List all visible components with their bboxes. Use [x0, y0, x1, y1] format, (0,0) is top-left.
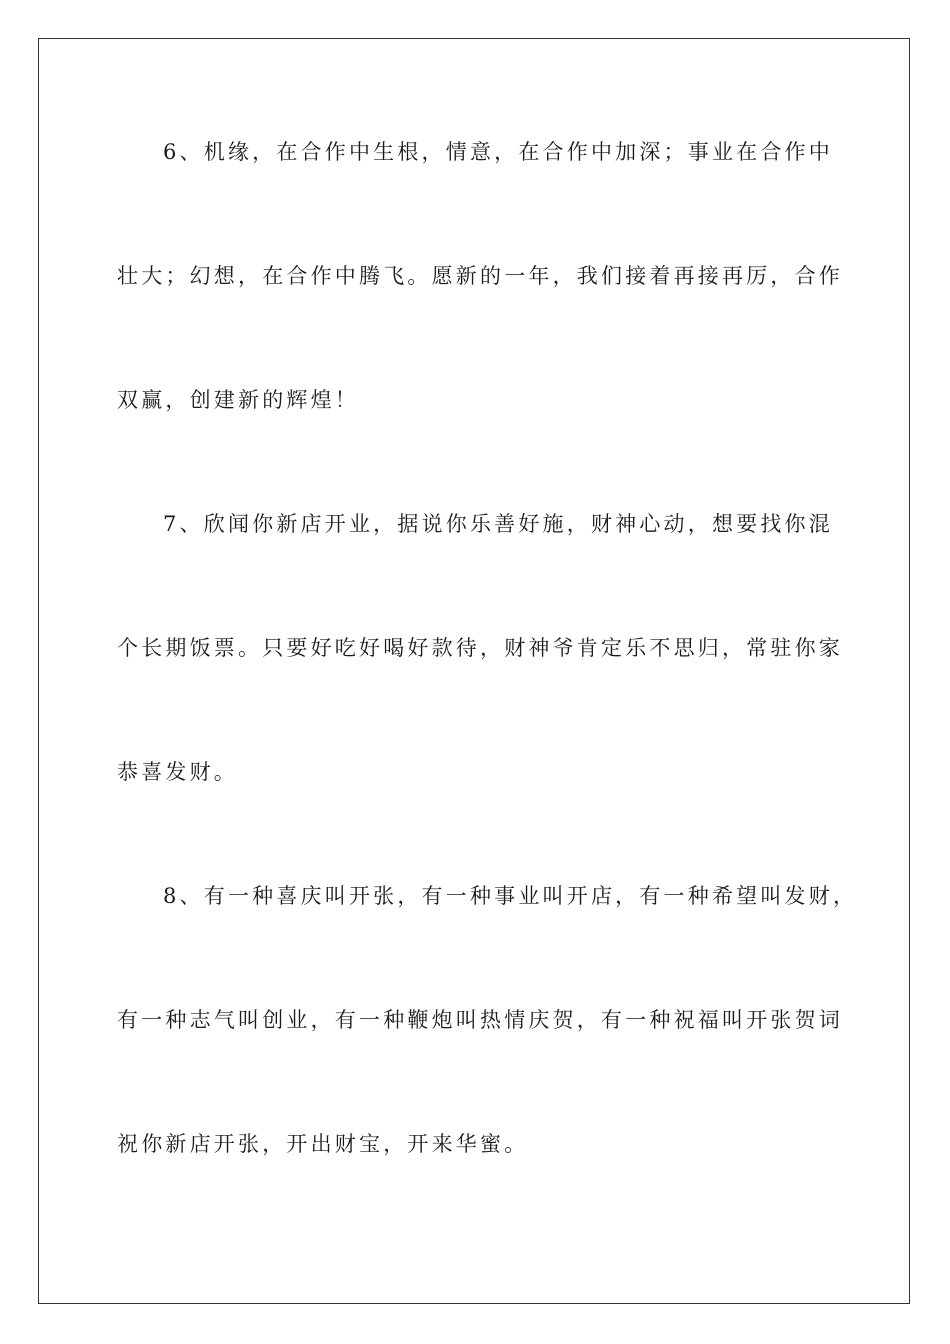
- paragraph-7-line-3: 恭喜发财。: [117, 760, 238, 784]
- paragraph-6-line-2: 壮大；幻想，在合作中腾飞。愿新的一年，我们接着再接再厉，合作: [117, 264, 843, 288]
- paragraph-7-line-2: 个长期饭票。只要好吃好喝好款待，财神爷肯定乐不思归，常驻你家: [117, 636, 843, 660]
- paragraph-8-line-3: 祝你新店开张，开出财宝，开来华蜜。: [117, 1132, 529, 1156]
- paragraph-8-line-2: 有一种志气叫创业，有一种鞭炮叫热情庆贺，有一种祝福叫开张贺词: [117, 1008, 843, 1032]
- paragraph-7-line-1: 7、欣闻你新店开业，据说你乐善好施，财神心动，想要找你混: [163, 512, 833, 536]
- paragraph-8-line-1: 8、有一种喜庆叫开张，有一种事业叫开店，有一种希望叫发财，: [163, 884, 858, 908]
- page-frame: [38, 38, 910, 1304]
- paragraph-6-line-3: 双赢，创建新的辉煌！: [117, 388, 359, 412]
- paragraph-6-line-1: 6、机缘，在合作中生根，情意，在合作中加深；事业在合作中: [163, 140, 833, 164]
